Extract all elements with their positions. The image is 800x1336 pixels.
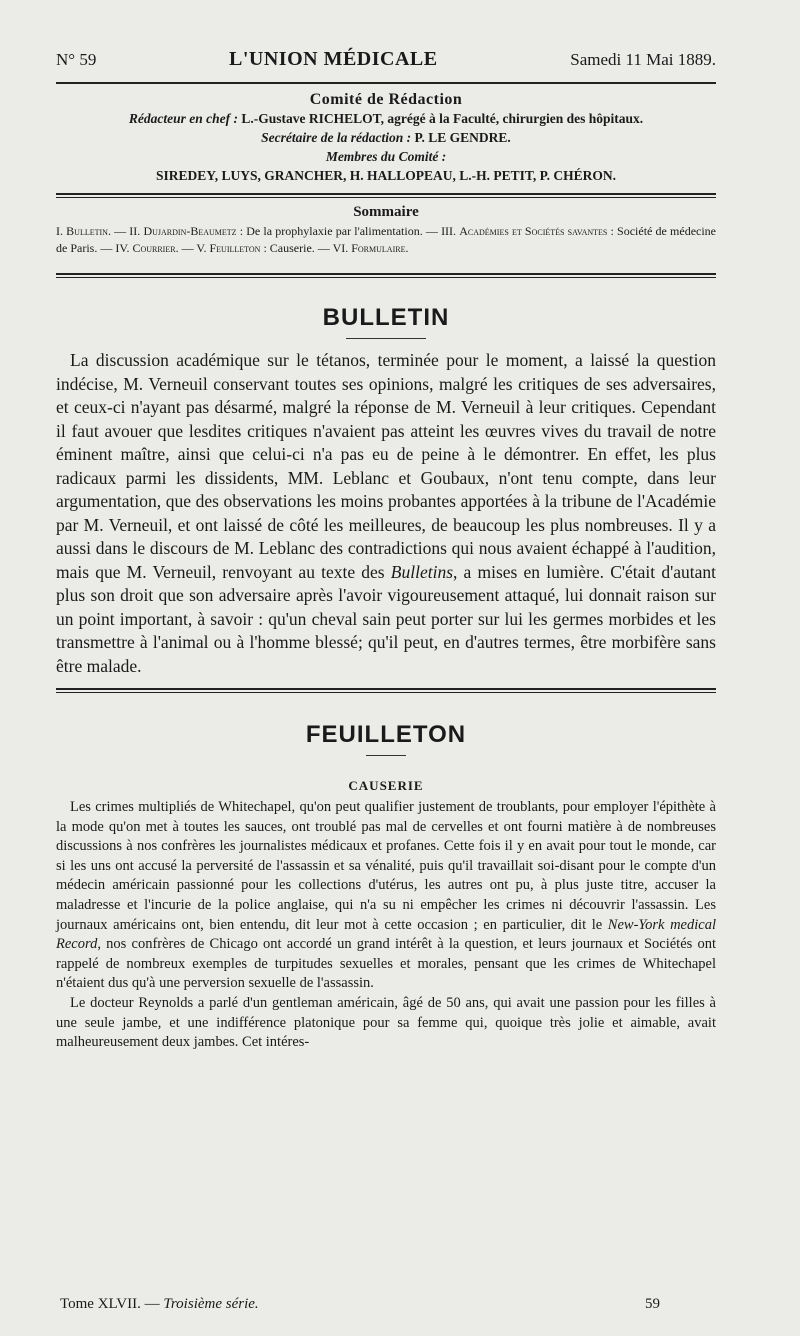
secretary-name: P. LE GENDRE. <box>414 130 511 145</box>
page-content <box>56 48 716 1053</box>
feuilleton-paragraph-2: Le docteur Reynolds a parlé d'un gentleman américain, âgé de 50 ans, qui avait une passion pour les filles à une seule jambe, et une indifférence platonique pour sa femme qui, quoique très jolie et aimable, avait malheureusement deux jambes. Cet intéres- <box>56 994 716 1051</box>
bulletin-italic: Bulletins <box>390 561 454 582</box>
bulletin-title: BULLETIN <box>322 304 450 331</box>
footer-tome: Tome XLVII. — <box>60 1296 160 1312</box>
bulletin-text <box>56 349 716 678</box>
feuilleton-p1-part1: Les crimes multipliés de Whitechapel, qu'on peut qualifier justement de troublants, pour employer l'épithète à la mode qu'on met à toutes les sauces, ont troublé pas mal de cervelles et ont fourni matière à de nombreuses discussions à nos confrères les journalistes médicaux et profanes. Cette fois il y en avait pour tout le monde, car si les uns ont accusé la perversité de l'assassin et sa vénalité, puis qu'il travaillait soi-disant pour le compte d'un médecin américain passionné pour les collections d'utérus, les autres ont pu, à plus juste titre, accuser la maladresse et l'incurie de la police anglaise, qui n'a su ni empêcher les crimes ni découvrir l'assassin. Les journaux américains ont, bien entendu, dit leur mot à cette occasion ; en particulier, dit le <box>56 799 716 933</box>
sommaire-item-number: I. <box>56 224 63 238</box>
sommaire-item-number: — VI. <box>317 241 349 255</box>
sommaire-item-number: — IV. <box>100 241 130 255</box>
committee-rule <box>56 193 716 198</box>
chief-role: Rédacteur en chef : <box>128 111 238 126</box>
sommaire-item-text: Courrier. <box>132 241 179 255</box>
secretary-line <box>56 128 716 147</box>
feuilleton-p1-italic: New-York medical Record <box>56 916 716 953</box>
feuilleton-paragraph-1 <box>56 798 716 994</box>
feuilleton-p1-part2: , nos confrères de Chicago ont accordé un grand intérêt à la question, et leurs journaux et Sociétés ont rappelé de nombreux exemples de turpitudes sexuelles et morales, pensant que les crimes de Whitechapel n'étaient dus qu'à une perversion sexuelle de l'assassin. <box>56 936 716 992</box>
feuilleton-title-rule <box>366 755 406 756</box>
bulletin-text-part1: La discussion académique sur le tétanos, terminée pour le moment, a laissé la question indécise, M. Verneuil conservant toutes ses opinions, malgré les critiques de ses adversaires, et ceux-ci n'ayant pas désarmé, malgré la réponse de M. Verneuil à leur critiques. Cependant il faut avouer que lesdites critiques n'avaient pas atteint les œuvres vives du travail de notre éminent maître, ainsi que celui-ci n'a pas eu de peine à le démontrer. En effet, les plus radicaux parmi les dissidents, MM. Leblanc et Goubaux, n'ont tenu compte, dans leur argumentation, que des observations les moins probantes apportées à la tribune de l'Académie par M. Verneuil, et ont laissé de côté les meilleures, de beaucoup les plus nombreuses. Il y a aussi dans le discours de M. Leblanc des contradictions qui nous avaient échappé à l'audition, mais que M. Verneuil, renvoyant au texte des <box>56 350 716 582</box>
footer-series: Troisième série. <box>163 1296 259 1312</box>
chief-editor-line <box>56 109 716 128</box>
sommaire-rule <box>56 273 716 278</box>
footer-page-number: 59 <box>645 1296 660 1312</box>
sommaire-item-text: : De la prophylaxie par l'alimentation. <box>239 224 423 238</box>
editorial-committee <box>56 90 716 185</box>
chief-name: L.-Gustave RICHELOT, agrégé à la Faculté, chirurgien des hôpitaux. <box>241 111 644 126</box>
secretary-role: Secrétaire de la rédaction : <box>261 130 412 145</box>
feuilleton-text <box>56 798 716 1053</box>
bulletin-text-part2: , a mises en lumière. C'était d'autant plus son droit que son adversaire après l'avoir vigoureusement attaqué, lui donnait raison sur un point important, à savoir : qu'un cheval sain peut porter sur lui les germes morbides et les transmettre à l'animal ou à l'homme blessé; qu'il peut, en d'autres termes, être morbifère sans être malade. <box>56 561 716 676</box>
members-names: SIREDEY, LUYS, GRANCHER, H. HALLOPEAU, L.-H. PETIT, P. CHÉRON. <box>155 168 617 183</box>
members-role-line <box>56 147 716 166</box>
members-role: Membres du Comité : <box>325 149 447 164</box>
sommaire-item-text: Formulaire. <box>351 241 409 255</box>
sommaire-item-text: Académies et Sociétés savantes <box>459 224 608 238</box>
issue-date: Samedi 11 Mai 1889. <box>570 50 716 69</box>
sommaire-item-text: : Causerie. <box>263 241 315 255</box>
sommaire-item-number: — II. <box>114 224 141 238</box>
sommaire-item-number: — V. <box>181 241 207 255</box>
issue-number: N° 59 <box>56 50 97 69</box>
sommaire-item-text: Feuilleton <box>209 241 261 255</box>
causerie-title: CAUSERIE <box>348 778 424 793</box>
footer-volume <box>60 1296 259 1313</box>
sommaire-list <box>56 223 716 257</box>
header-rule <box>56 82 716 84</box>
sommaire-item-text: Bulletin. <box>66 224 111 238</box>
sommaire-title: Sommaire <box>353 204 419 220</box>
journal-title: L'UNION MÉDICALE <box>229 48 438 70</box>
running-head <box>56 48 716 82</box>
sommaire-item-number: — III. <box>425 224 457 238</box>
committee-title: Comité de Rédaction <box>309 91 463 108</box>
sommaire-item-text: Dujardin-Beaumetz <box>143 224 237 238</box>
page-footer <box>60 1296 660 1313</box>
bulletin-end-rule <box>56 688 716 693</box>
sommaire-item-text: : Société de médecine de Paris. <box>56 224 716 255</box>
bulletin-title-rule <box>346 338 426 339</box>
feuilleton-title: FEUILLETON <box>305 721 467 748</box>
